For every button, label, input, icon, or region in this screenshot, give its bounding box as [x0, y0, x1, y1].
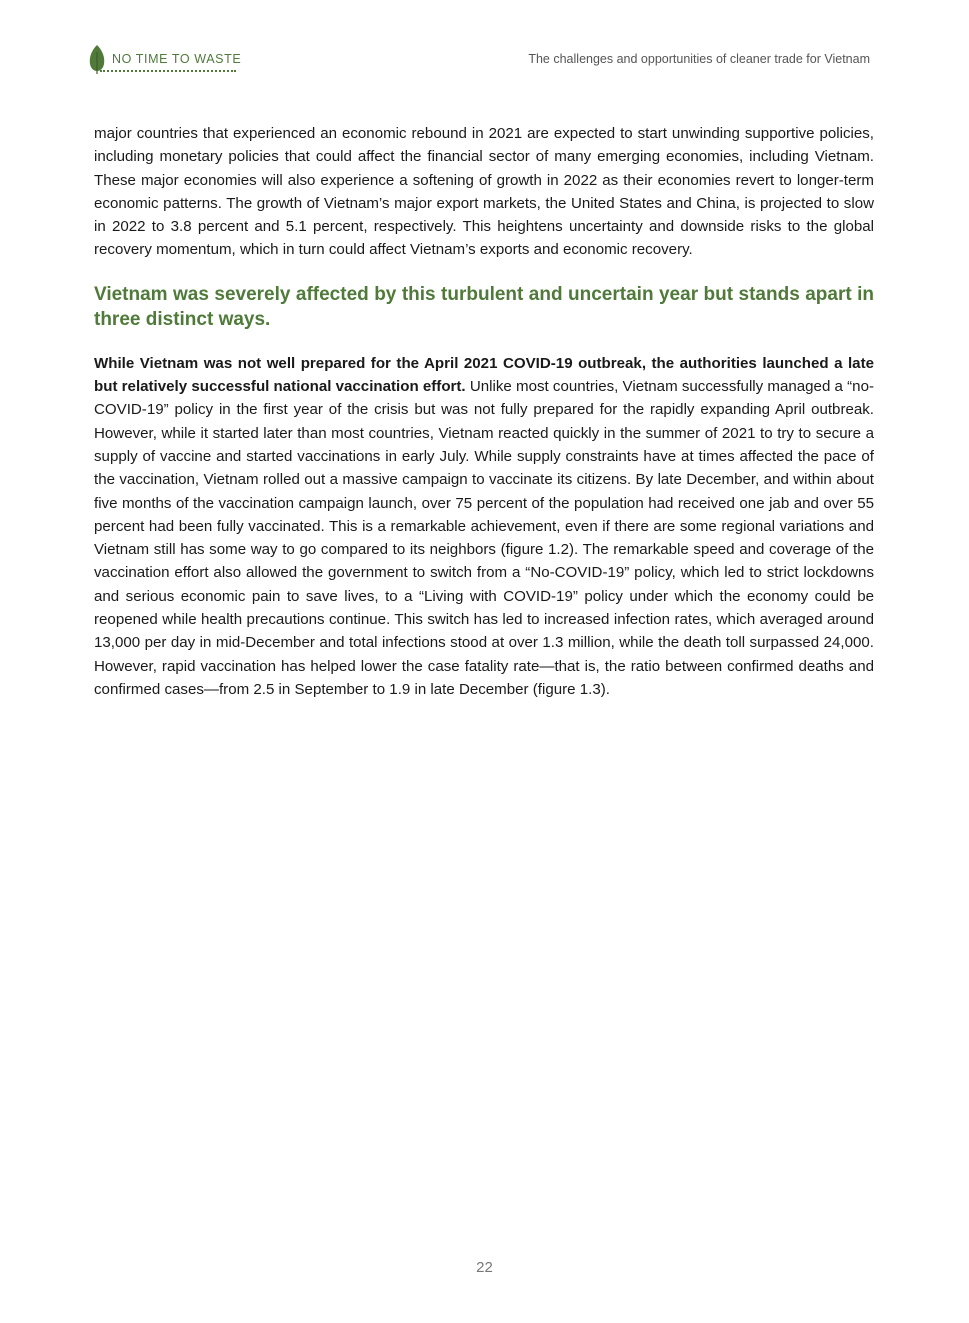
main-content — [94, 122, 874, 701]
section-heading: Vietnam was severely affected by this turbulent and uncertain year but stands apart in three distinct ways. — [94, 283, 874, 330]
page-number: 22 — [476, 1259, 493, 1276]
paragraph-2-text: Unlike most countries, Vietnam successfully managed a “no-COVID-19” policy in the first year of the crisis but was not fully prepared for the rapidly expanding April outbreak. However, while it started later than most countries, Vietnam reacted quickly in the summer of 2021 to try to secure a supply of vaccine and started vaccinations in early July. While supply constraints have at times affected the pace of the vaccination, Vietnam rolled out a massive campaign to vaccinate its citizens. By late December, and within about five months of the vaccination campaign launch, over 75 percent of the population had received one jab and over 55 percent had been fully vaccinated. This is a remarkable achievement, even if there are some regional variations and Vietnam still has some way to go compared to its neighbors (figure 1.2). The remarkable speed and coverage of the vaccination effort also allowed the government to switch from a “No-COVID-19” policy, which led to strict lockdowns and serious economic pain to save lives, to a “Living with COVID-19” policy under which the economy could be reopened while health precautions continue. This switch has led to increased infection rates, which averaged around 13,000 per day in mid-December and total infections stood at over 1.3 million, while the death toll surpassed 24,000. However, rapid vaccination has helped lower the case fatality rate—that is, the ratio between confirmed deaths and confirmed cases—from 2.5 in September to 1.9 in late December (figure 1.3). — [94, 378, 874, 698]
brand-underline — [100, 70, 236, 72]
page-header — [0, 0, 969, 90]
paragraph-2-lead: While Vietnam was not well prepared for the April 2021 COVID-19 outbreak, the authorities launched a late but relatively successful national vaccination effort. — [94, 354, 874, 396]
body-paragraph-2 — [94, 352, 874, 701]
document-title: The challenges and opportunities of cleaner trade for Vietnam — [528, 52, 870, 66]
brand-name: NO TIME TO WASTE — [112, 52, 242, 66]
body-paragraph-1: major countries that experienced an economic rebound in 2021 are expected to start unwinding supportive policies, including monetary policies that could affect the financial sector of many emerging economies, including Vietnam. These major economies will also experience a softening of growth in 2022 as their economies revert to longer-term economic patterns. The growth of Vietnam’s major export markets, the United States and China, is projected to slow in 2022 to 3.8 percent and 5.1 percent, respectively. This heightens uncertainty and downside risks to the global recovery momentum, which in turn could affect Vietnam’s exports and economic recovery. — [94, 125, 874, 259]
